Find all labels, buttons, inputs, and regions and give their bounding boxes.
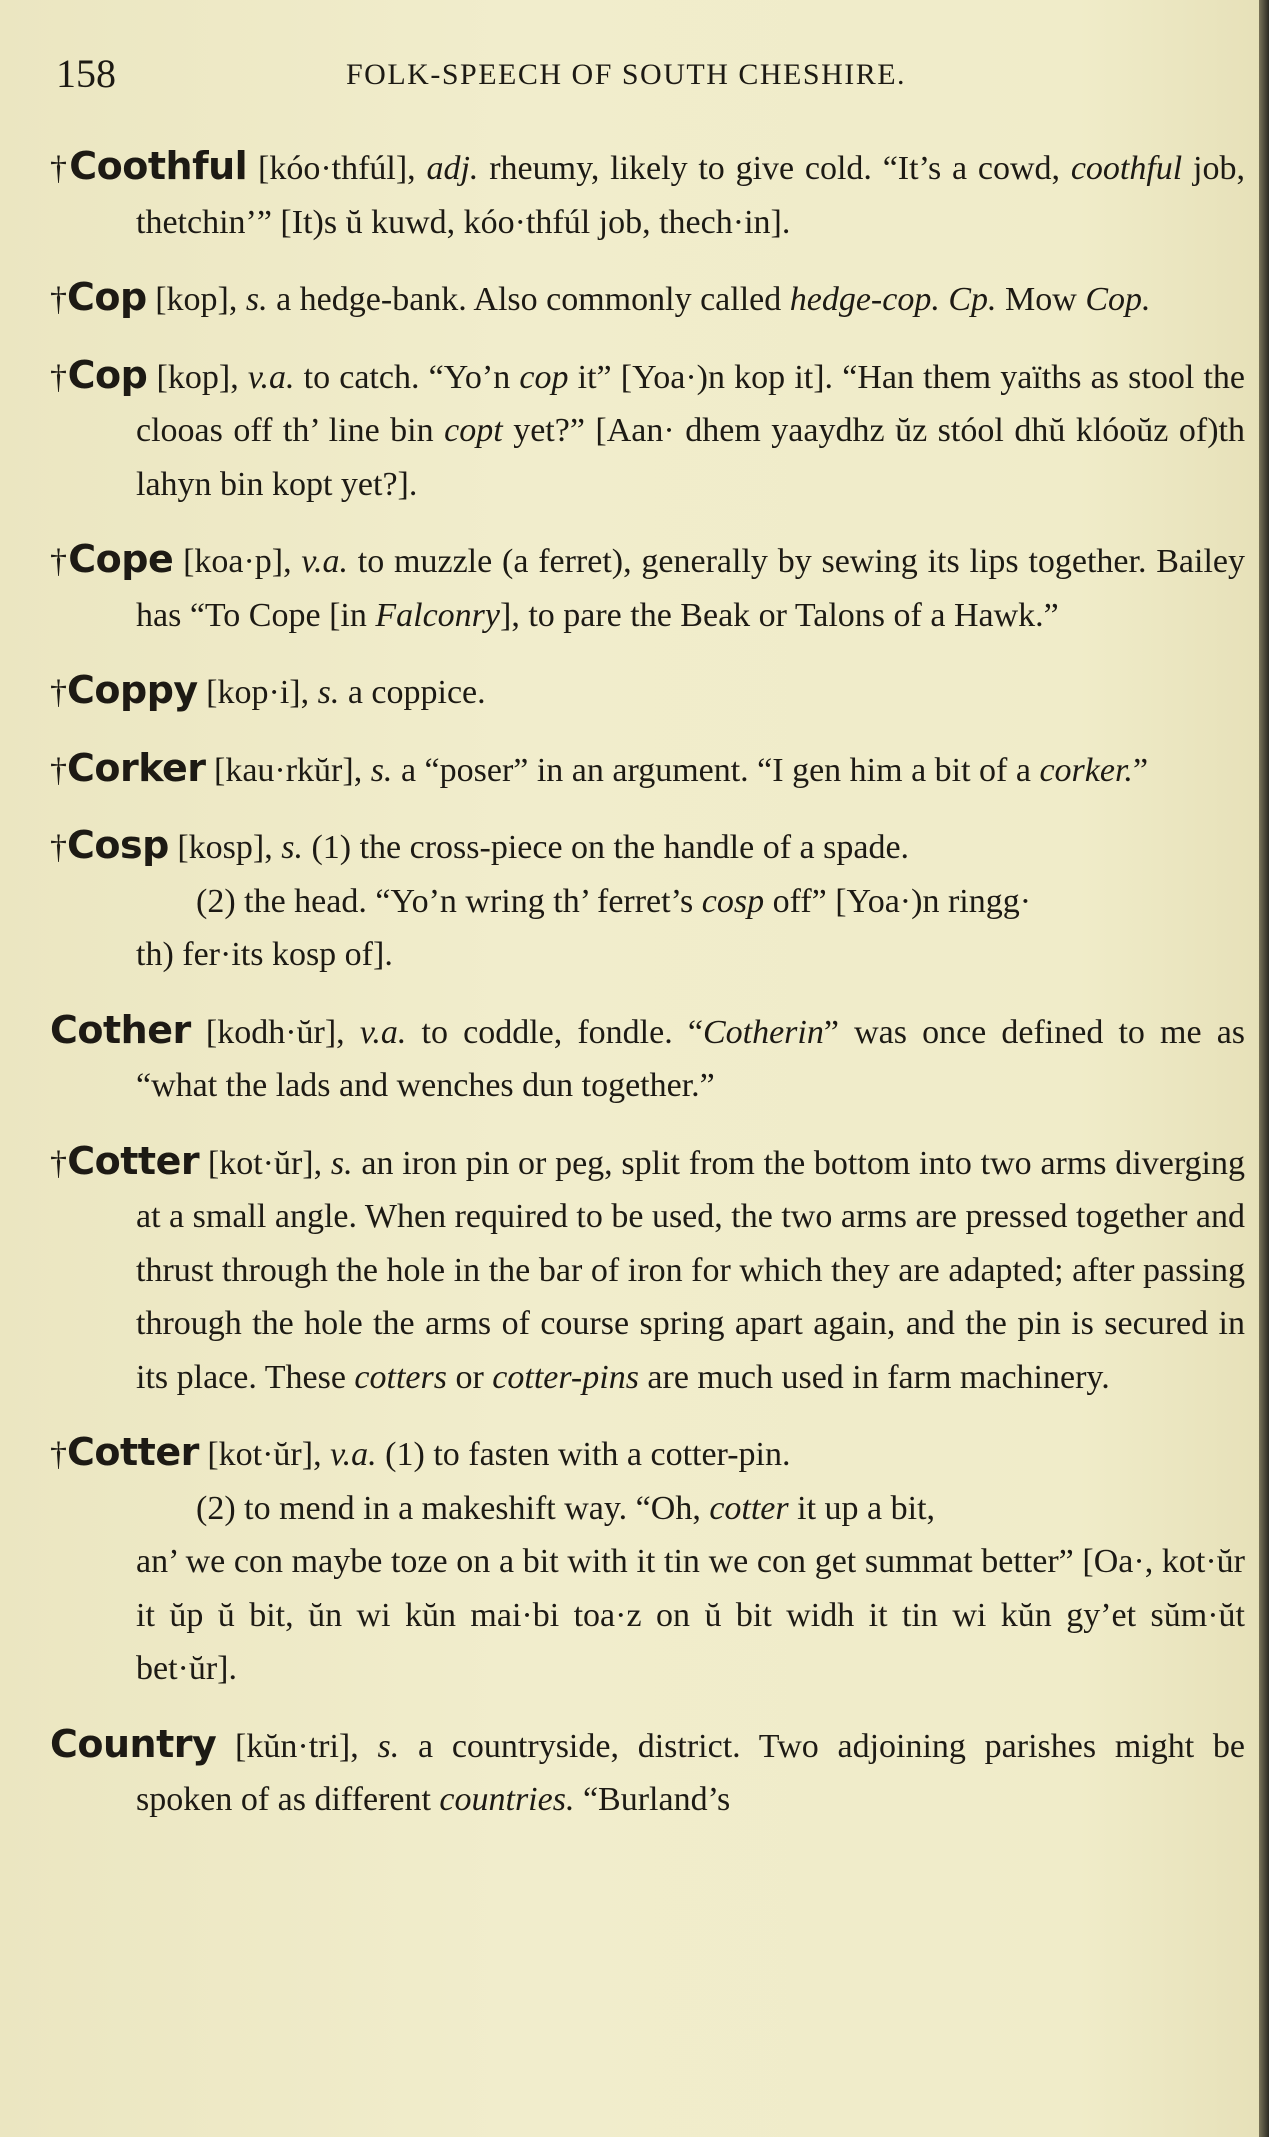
running-title: FOLK-SPEECH OF SOUTH CHESHIRE. xyxy=(346,58,907,91)
definition: (1) to fasten with a cotter-pin. xyxy=(385,1436,791,1473)
definition: to coddle, fondle. “ xyxy=(421,1013,703,1051)
part-of-speech: s. xyxy=(377,1727,400,1765)
sense-two-wrap: an’ we con maybe toze on a bit with it tin we con get summat better” [Oa·, kot·ŭr it ŭp ŭ bit, ŭn wi kŭn mai·bi toa·z on ŭ bit widh it tin wi kŭn gy’et sŭm·ŭt bet·ŭr]. xyxy=(136,1543,1245,1687)
entry-cope xyxy=(50,533,1245,642)
definition: a “poser” in an argument. “I gen him a bit of a xyxy=(400,751,1031,789)
part-of-speech: adj. xyxy=(426,150,479,187)
definition: to muzzle (a ferret), generally by sewing its lips together. Bailey has “To Cope [in xyxy=(136,543,1246,634)
dagger-mark: † xyxy=(50,674,67,711)
italic-term: hedge-cop. Cp. xyxy=(789,281,997,318)
italic-term: coothful xyxy=(1070,150,1183,187)
dagger-mark: † xyxy=(50,358,68,396)
definition-continued: job, thetchin’” [It)s ŭ kuwd, kóo·thfúl job, thech·in]. xyxy=(136,150,1245,241)
definition: (1) the cross-piece on the handle of a spade. xyxy=(311,829,910,866)
entry-coothful xyxy=(50,140,1245,249)
headword: Coppy xyxy=(67,668,198,712)
part-of-speech: v.a. xyxy=(247,358,295,396)
entry-country xyxy=(50,1718,1245,1827)
entry-cotter-noun xyxy=(50,1135,1245,1405)
sense-text-continued: it up a bit, xyxy=(797,1489,936,1527)
dagger-mark: † xyxy=(50,150,70,187)
italic-term: cotter-pins xyxy=(492,1358,639,1396)
definition: a coppice. xyxy=(347,674,486,711)
headword: Cotter xyxy=(67,1430,199,1474)
headword: Cop xyxy=(67,352,148,397)
pronunciation: [koa·p], xyxy=(183,543,292,580)
headword: Cosp xyxy=(67,823,169,867)
definition-continued: “Burland’s xyxy=(582,1781,731,1818)
italic-term: Falconry xyxy=(375,596,500,634)
dagger-mark: † xyxy=(50,829,67,866)
pronunciation: [kop], xyxy=(156,358,239,396)
part-of-speech: s. xyxy=(245,281,268,318)
dictionary-entries xyxy=(50,140,1245,1849)
pronunciation: [kóo·thfúl], xyxy=(258,150,416,187)
headword: Cother xyxy=(50,1007,191,1052)
sense-two-wrap: th) fer·its kosp of]. xyxy=(136,936,393,973)
dagger-mark: † xyxy=(50,281,67,318)
italic-term: copt xyxy=(444,412,503,449)
page-header xyxy=(56,50,1236,110)
headword: Coothful xyxy=(69,144,248,188)
italic-term: Cop. xyxy=(1085,281,1151,318)
italic-term: Cotherin xyxy=(702,1013,824,1051)
headword: Cop xyxy=(67,275,147,319)
italic-term: cotters xyxy=(354,1358,447,1396)
definition: a countryside, district. Two adjoining parishes might be spoken of as different xyxy=(136,1727,1246,1818)
definition-continued: it” [Yoa·)n kop it]. “Han them yaïths as stool the clooas off th’ line bin xyxy=(136,358,1246,449)
definition-continued: are much used in farm machinery. xyxy=(647,1358,1110,1396)
part-of-speech: s. xyxy=(317,674,340,711)
definition-continued: ” xyxy=(1132,751,1149,789)
headword: Corker xyxy=(67,745,206,790)
italic-term: cop xyxy=(519,358,569,396)
part-of-speech: v.a. xyxy=(359,1013,407,1051)
entry-cop-verb xyxy=(50,349,1245,512)
definition-continued: ], to pare the Beak or Talons of a Hawk.” xyxy=(500,596,1059,634)
pronunciation: [kot·ŭr], xyxy=(207,1144,323,1182)
pronunciation: [kot·ŭr], xyxy=(207,1436,322,1473)
page-edge-shadow xyxy=(1259,0,1269,2137)
dagger-mark: † xyxy=(50,543,69,580)
headword: Country xyxy=(50,1721,217,1766)
definition: a hedge-bank. Also commonly called xyxy=(276,281,782,318)
sense-text-continued: off” [Yoa·)n ringg· xyxy=(772,882,1032,920)
entry-coppy xyxy=(50,664,1245,720)
pronunciation: [kau·rkŭr], xyxy=(214,751,363,789)
part-of-speech: v.a. xyxy=(330,1436,377,1473)
entry-cother xyxy=(50,1004,1245,1113)
headword: Cotter xyxy=(67,1138,200,1183)
headword: Cope xyxy=(68,537,174,581)
sense-two xyxy=(196,875,1245,929)
italic-term: countries. xyxy=(439,1781,575,1818)
part-of-speech: s. xyxy=(281,829,303,866)
definition-continued: yet?” [Aan· dhem yaaydhz ŭz stóol dhŭ klóoŭz of)th lahyn bin kopt yet?]. xyxy=(136,412,1245,503)
pronunciation: [kop·i], xyxy=(206,674,310,711)
italic-term: cotter xyxy=(709,1489,789,1527)
italic-term: corker. xyxy=(1039,751,1133,789)
dagger-mark: † xyxy=(50,751,67,789)
pronunciation: [kŭn·tri], xyxy=(235,1727,359,1765)
definition: an iron pin or peg, split from the bottom into two arms diverging at a small angle. When required to be used, the two arms are pressed together and thrust through the hole in the bar of iron for which they are adapted; after passing through the hole the arms of course spring apart again, and the pin is secured in its place. These xyxy=(136,1144,1245,1396)
definition-continued: Mow xyxy=(1005,281,1077,318)
definition: rheumy, likely to give cold. “It’s a cowd, xyxy=(489,150,1061,187)
pronunciation: [kodh·ŭr], xyxy=(205,1013,345,1051)
definition-continued: or xyxy=(455,1358,484,1396)
entry-cosp xyxy=(50,819,1245,982)
italic-term: cosp xyxy=(701,882,765,920)
page-number: 158 xyxy=(56,51,116,96)
entry-cop-noun xyxy=(50,271,1245,327)
dagger-mark: † xyxy=(50,1436,67,1473)
sense-two xyxy=(196,1482,1245,1536)
entry-corker xyxy=(50,742,1245,798)
part-of-speech: s. xyxy=(370,751,393,789)
sense-text: (2) to mend in a makeshift way. “Oh, xyxy=(196,1489,701,1527)
entry-cotter-verb xyxy=(50,1426,1245,1696)
definition: to catch. “Yo’n xyxy=(303,358,511,396)
sense-text: (2) the head. “Yo’n wring th’ ferret’s xyxy=(196,882,694,920)
pronunciation: [kosp], xyxy=(177,829,273,866)
part-of-speech: v.a. xyxy=(301,543,348,580)
pronunciation: [kop], xyxy=(155,281,238,318)
dagger-mark: † xyxy=(50,1144,68,1182)
part-of-speech: s. xyxy=(330,1144,353,1182)
definition-continued: ” was once defined to me as “what the lads and wenches dun together.” xyxy=(136,1013,1246,1104)
